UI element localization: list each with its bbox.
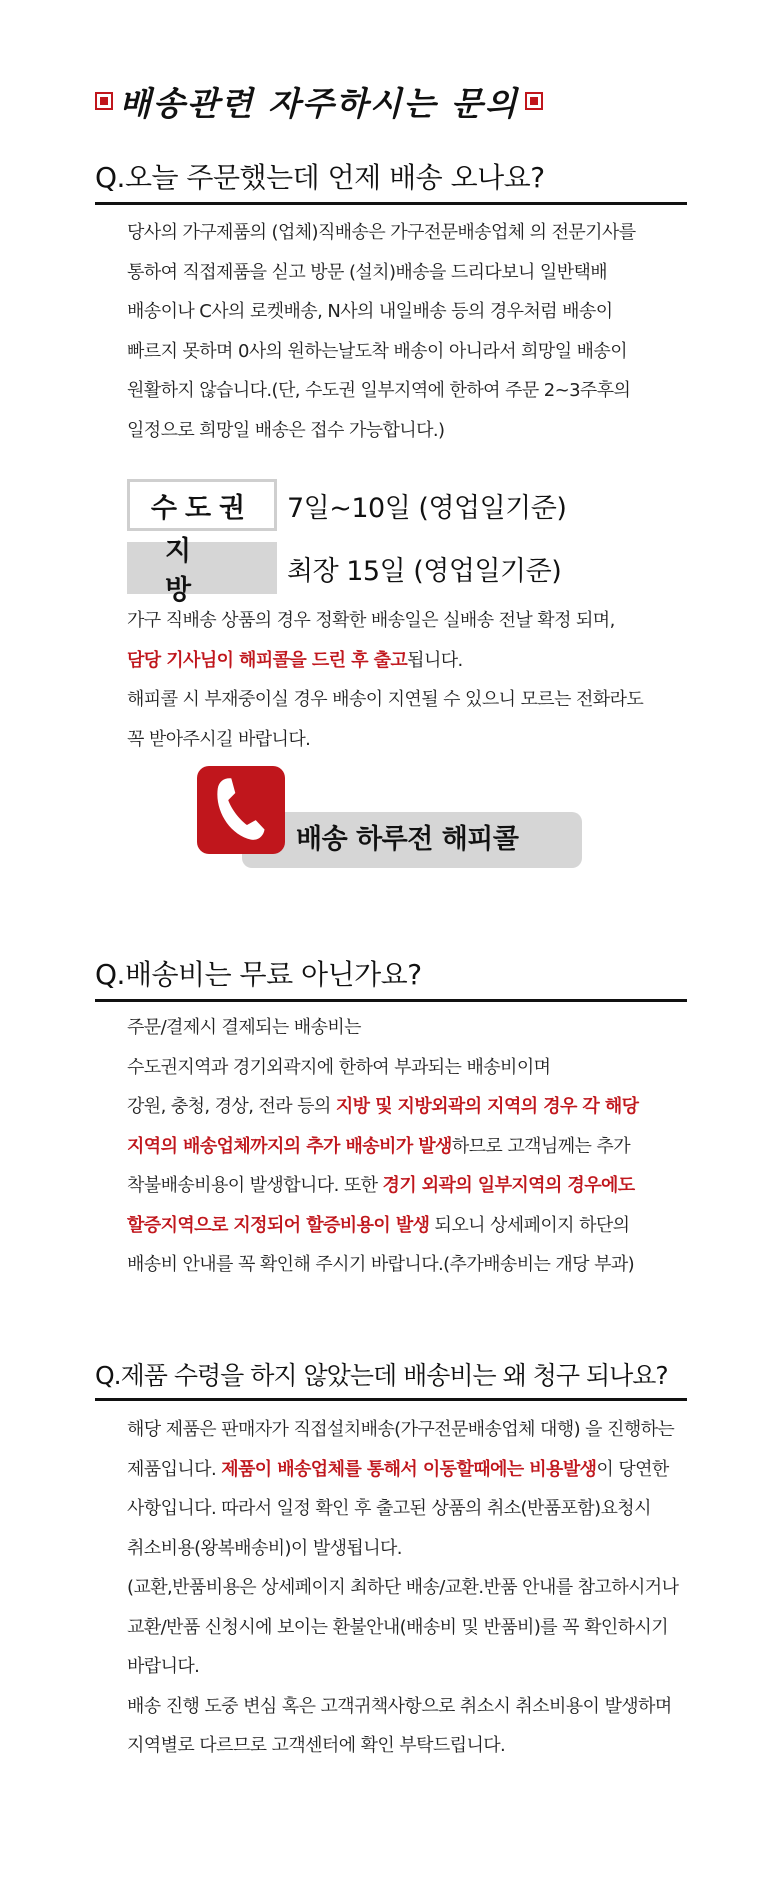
answer-text: 이 당연한 bbox=[596, 1458, 669, 1480]
answer-line: 배송이나 C사의 로켓배송, N사의 내일배송 등의 경우처럼 배송이 bbox=[127, 301, 613, 322]
answer-line bbox=[127, 1127, 707, 1167]
question-heading-delivery-time: Q.오늘 주문했는데 언제 배송 오나요? bbox=[95, 156, 687, 205]
period-text-province: 최장 15일 (영업일기준) bbox=[287, 555, 562, 587]
answer-highlight: 지방 및 지방외곽의 지역의 경우 각 해당 bbox=[335, 1096, 639, 1117]
region-tag-province: 지방 bbox=[127, 542, 277, 594]
notice-line: 가구 직배송 상품의 경우 정확한 배송일은 실배송 전날 확정 되며, bbox=[127, 610, 615, 631]
faq-header bbox=[95, 78, 543, 124]
answer-line: 배송비 안내를 꼭 확인해 주시기 바랍니다.(추가배송비는 개당 부과) bbox=[127, 1254, 635, 1275]
red-square-bullet-icon bbox=[525, 92, 543, 110]
answer-line: 당사의 가구제품의 (업체)직배송은 가구전문배송업체 의 전문기사를 bbox=[127, 222, 636, 243]
happy-call-label: 배송 하루전 해피콜 bbox=[296, 824, 519, 855]
answer-line: 해당 제품은 판매자가 직접설치배송(가구전문배송업체 대행) 을 진행하는 bbox=[127, 1419, 675, 1440]
answer-line: 빠르지 못하며 0사의 원하는날도착 배송이 아니라서 희망일 배송이 bbox=[127, 340, 627, 362]
answer-line: 원활하지 않습니다.(단, 수도권 일부지역에 한하여 주문 2~3주후의 bbox=[127, 380, 631, 401]
answer-text: 하므로 고객님께는 추가 bbox=[451, 1135, 630, 1157]
answer-line: 취소비용(왕복배송비)이 발생됩니다. bbox=[127, 1537, 402, 1559]
answer-text: 제품입니다. bbox=[127, 1458, 222, 1480]
notice-text: 됩니다. bbox=[407, 649, 463, 671]
region-tag-capital: 수도권 bbox=[127, 479, 277, 531]
answer-line bbox=[127, 1450, 707, 1490]
notice-line: 꼭 받아주시길 바랍니다. bbox=[127, 728, 311, 750]
answer-highlight: 제품이 배송업체를 통해서 이동할때에는 비용발생 bbox=[221, 1458, 597, 1480]
answer-line bbox=[127, 1087, 707, 1127]
answer-line: 지역별로 다르므로 고객센터에 확인 부탁드립니다. bbox=[127, 1735, 506, 1756]
answer-highlight: 할증지역으로 지정되어 할증비용이 발생 bbox=[127, 1214, 430, 1236]
answer-text: 되오니 상세페이지 하단의 bbox=[429, 1214, 630, 1236]
answer-text: 강원, 충청, 경상, 전라 등의 bbox=[127, 1096, 336, 1117]
answer-line bbox=[127, 1206, 707, 1246]
red-square-bullet-icon bbox=[95, 92, 113, 110]
phone-handset-icon bbox=[197, 766, 285, 854]
happy-call-notice bbox=[127, 601, 707, 759]
delivery-period-province bbox=[127, 536, 562, 606]
answer-line bbox=[127, 1166, 707, 1206]
notice-highlight: 담당 기사님이 해피콜을 드린 후 출고 bbox=[127, 649, 408, 671]
answer-line: 교환/반품 신청시에 보이는 환불안내(배송비 및 반품비)를 꼭 확인하시기 bbox=[127, 1616, 669, 1638]
faq-title: 배송관련 자주하시는 문의 bbox=[119, 83, 519, 123]
answer-line: 바랍니다. bbox=[127, 1656, 200, 1677]
answer-fee-charged bbox=[127, 1410, 707, 1766]
answer-line: 주문/결제시 결제되는 배송비는 bbox=[127, 1017, 361, 1038]
answer-delivery-time bbox=[127, 213, 707, 450]
answer-line: (교환,반품비용은 상세페이지 최하단 배송/교환.반품 안내를 참고하시거나 bbox=[127, 1577, 679, 1598]
notice-line bbox=[127, 641, 707, 681]
answer-line: 수도권지역과 경기외곽지에 한하여 부과되는 배송비이며 bbox=[127, 1056, 551, 1078]
answer-text: 착불배송비용이 발생합니다. 또한 bbox=[127, 1175, 383, 1196]
answer-line: 일정으로 희망일 배송은 접수 가능합니다.) bbox=[127, 419, 445, 441]
answer-highlight: 경기 외곽의 일부지역의 경우에도 bbox=[382, 1175, 635, 1196]
answer-line: 통하여 직접제품을 싣고 방문 (설치)배송을 드리다보니 일반택배 bbox=[127, 261, 608, 283]
answer-line: 배송 진행 도중 변심 혹은 고객귀책사항으로 취소시 취소비용이 발생하며 bbox=[127, 1695, 672, 1717]
question-heading-fee-charged: Q.제품 수령을 하지 않았는데 배송비는 왜 청구 되나요? bbox=[95, 1356, 687, 1401]
notice-line: 해피콜 시 부재중이실 경우 배송이 지연될 수 있으니 모르는 전화라도 bbox=[127, 689, 644, 710]
answer-shipping-fee bbox=[127, 1008, 707, 1285]
period-text-capital: 7일~10일 (영업일기준) bbox=[287, 492, 567, 524]
answer-line: 사항입니다. 따라서 일정 확인 후 출고된 상품의 취소(반품포함)요청시 bbox=[127, 1498, 651, 1519]
answer-highlight: 지역의 배송업체까지의 추가 배송비가 발생 bbox=[127, 1135, 452, 1157]
delivery-period-capital bbox=[127, 479, 566, 531]
question-heading-shipping-fee: Q.배송비는 무료 아닌가요? bbox=[95, 953, 687, 1002]
